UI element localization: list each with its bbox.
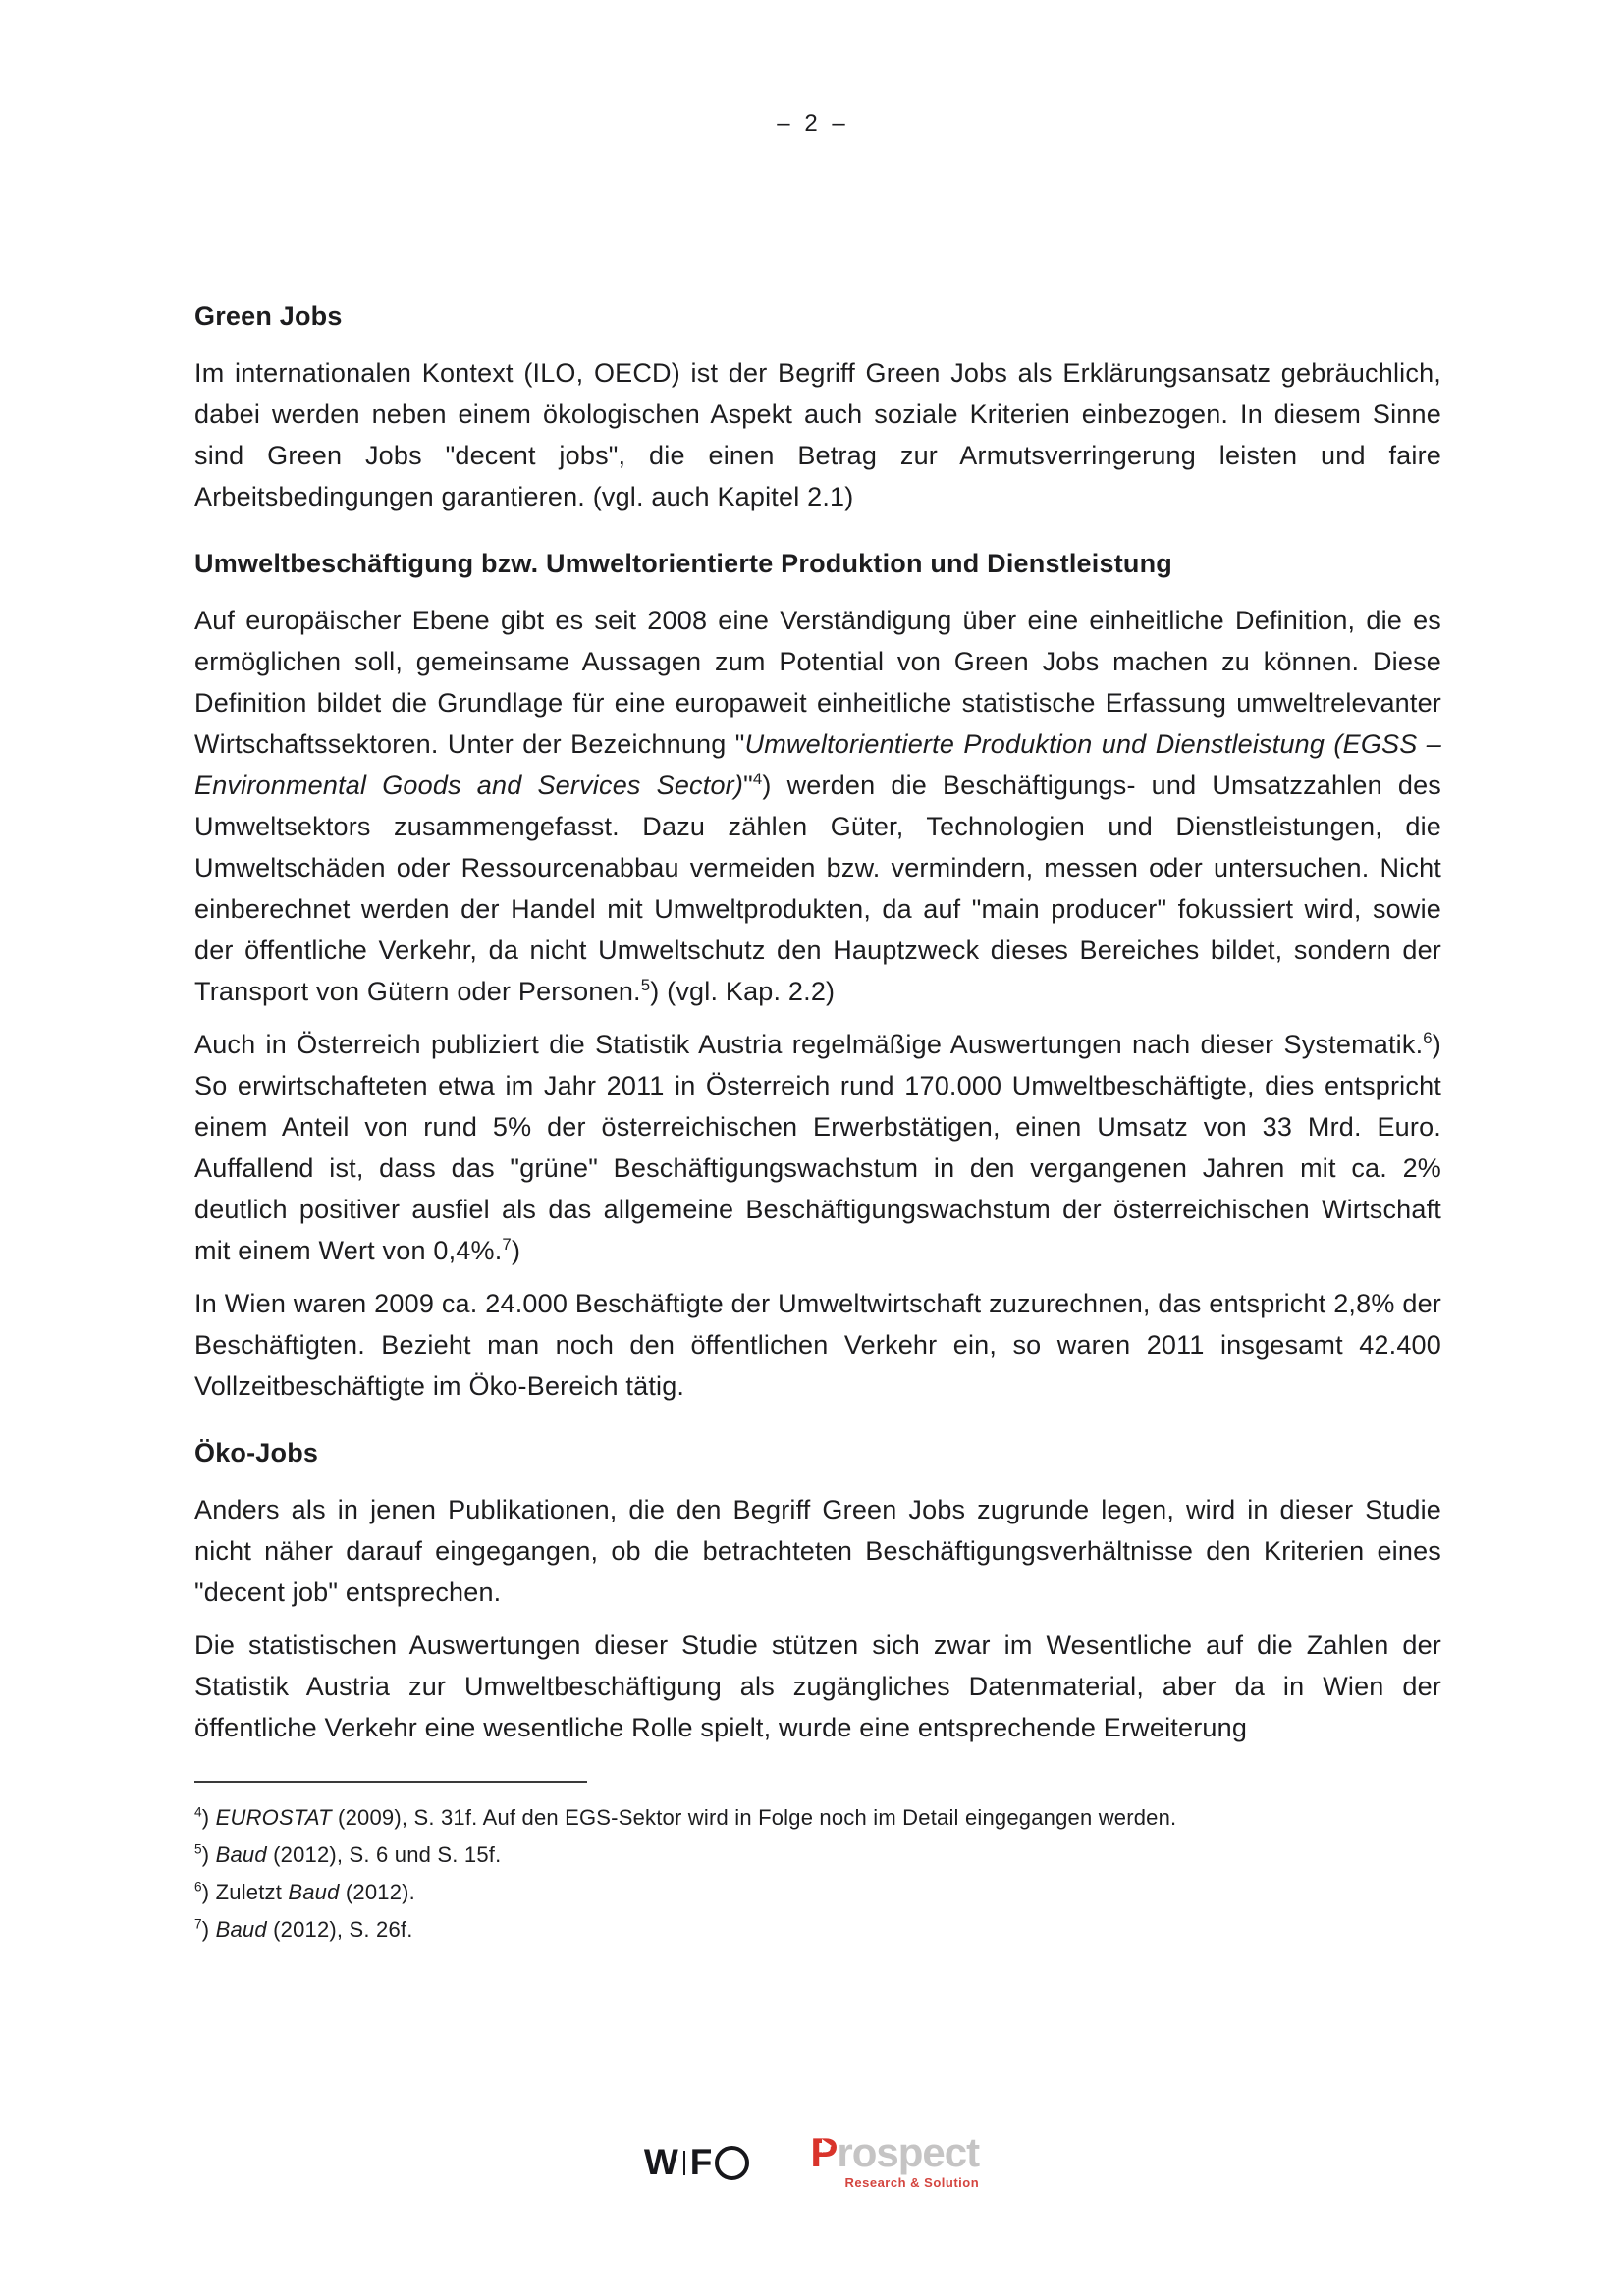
text-segment: (2012). xyxy=(339,1880,415,1904)
text-segment: ) xyxy=(511,1236,521,1265)
footnote-6 xyxy=(194,1875,1441,1910)
text-segment: Anders als in jenen Publikationen, die den Begriff Green Jobs zugrunde legen, wird in dieser Studie nicht näher darauf eingegangen, ob die betrachteten Beschäftigungsverhältnisse den Kriterien eines "decent job" entsprechen. xyxy=(194,1495,1441,1607)
text-segment-italic: Baud xyxy=(288,1880,340,1904)
text-segment: ) (vgl. Kap. 2.2) xyxy=(650,977,836,1006)
text-segment: ) xyxy=(201,1917,216,1942)
paragraph xyxy=(194,1024,1441,1271)
prospect-logo xyxy=(810,2129,980,2190)
text-segment: ) xyxy=(201,1805,216,1830)
text-segment-italic: Umweltorientierte Produktion und Dienstleistung (EGSS – Environmental Goods and Services Sector) xyxy=(194,729,1441,800)
footnote-7 xyxy=(194,1912,1441,1948)
prospect-wordmark-rest: rospect xyxy=(837,2129,980,2175)
footnote-reference-4: 4 xyxy=(752,770,763,788)
page-footer xyxy=(0,2129,1623,2190)
text-segment-italic: Baud xyxy=(215,1842,267,1867)
text-segment: ) xyxy=(201,1842,216,1867)
text-segment: Im internationalen Kontext (ILO, OECD) ist der Begriff Green Jobs als Erklärungsansatz gebräuchlich, dabei werden neben einem ökologischen Aspekt auch soziale Kriterien einbezogen. In diesem Sinne sind Green Jobs "decent jobs", die einen Betrag zur Armutsverringerung leisten und faire Arbeitsbedingungen garantieren. (vgl. auch Kapitel 2.1) xyxy=(194,358,1441,511)
footnote-separator xyxy=(194,1781,587,1783)
footnote-4 xyxy=(194,1800,1441,1836)
text-segment: Die statistischen Auswertungen dieser Studie stützen sich zwar im Wesentliche auf die Zahlen der Statistik Austria zur Umweltbeschäftigung als zugängliches Datenmaterial, aber da in Wien der öffentliche Verkehr eine wesentliche Rolle spielt, wurde eine entsprechende Erweiterung xyxy=(194,1630,1441,1742)
page-number: – 2 – xyxy=(777,110,846,136)
footnote-marker-4: 4 xyxy=(194,1804,202,1820)
section-green-jobs xyxy=(194,299,1441,517)
text-segment: (2009), S. 31f. Auf den EGS-Sektor wird in Folge noch im Detail eingegangen werden. xyxy=(331,1805,1177,1830)
footnote-reference-6: 6 xyxy=(1423,1029,1433,1047)
prospect-wordmark xyxy=(810,2129,980,2175)
footnotes-block xyxy=(194,1781,1441,1948)
wifo-divider-bar xyxy=(683,2151,685,2175)
wifo-letter-w: W xyxy=(643,2142,678,2182)
text-segment: (2012), S. 26f. xyxy=(266,1917,413,1942)
text-segment: ) Zuletzt xyxy=(201,1880,289,1904)
paragraph xyxy=(194,1625,1441,1748)
footnote-reference-7: 7 xyxy=(502,1235,512,1254)
wifo-circle-icon xyxy=(715,2146,749,2180)
text-segment: Auf europäischer Ebene gibt es seit 2008 eine Verständigung über eine einheitliche Definition, die es ermöglichen soll, gemeinsame Aussagen zum Potential von Green Jobs machen zu können. Diese Definition bildet die Grundlage für eine europaweit einheitliche statistische Erfassung umweltrelevanter Wirtschaftssektoren. Unter der Bezeichnung " xyxy=(194,606,1441,759)
footnote-5 xyxy=(194,1838,1441,1873)
section-oeko-jobs xyxy=(194,1436,1441,1748)
wifo-letter-f: F xyxy=(689,2142,713,2182)
paragraph xyxy=(194,1283,1441,1407)
footnote-marker-5: 5 xyxy=(194,1842,202,1857)
footnote-marker-7: 7 xyxy=(194,1916,202,1932)
footnote-marker-6: 6 xyxy=(194,1879,202,1895)
text-segment: (2012), S. 6 und S. 15f. xyxy=(266,1842,502,1867)
text-segment: Auch in Österreich publiziert die Statistik Austria regelmäßige Auswertungen nach dieser Systematik. xyxy=(194,1030,1424,1059)
prospect-subtitle: Research & Solution xyxy=(844,2175,980,2190)
prospect-p-icon: P xyxy=(810,2129,838,2175)
text-segment-italic: Baud xyxy=(215,1917,267,1942)
paragraph xyxy=(194,600,1441,1012)
text-segment: ) werden die Beschäftigungs- und Umsatzzahlen des Umweltsektors zusammengefasst. Dazu zählen Güter, Technologien und Dienstleistungen, die Umweltschäden oder Ressourcenabbau vermeiden bzw. vermindern, messen oder untersuchen. Nicht einberechnet werden der Handel mit Umweltprodukten, da auf "main producer" fokussiert wird, sowie der öffentliche Verkehr, da nicht Umweltschutz den Hauptzweck dieses Bereiches bildet, sondern der Transport von Gütern oder Personen. xyxy=(194,771,1441,1006)
section-heading-umweltbeschaeftigung: Umweltbeschäftigung bzw. Umweltorientierte Produktion und Dienstleistung xyxy=(194,549,1172,578)
section-umweltbeschaeftigung xyxy=(194,547,1441,1407)
section-heading-green-jobs: Green Jobs xyxy=(194,301,343,331)
text-segment: " xyxy=(743,771,753,800)
text-segment: ) So erwirtschafteten etwa im Jahr 2011 in Österreich rund 170.000 Umweltbeschäftigte, dies entspricht einem Anteil von rund 5% der österreichischen Erwerbstätigen, einen Umsatz von 33 Mrd. Euro. Auffallend ist, dass das "grüne" Beschäftigungswachstum in den vergangenen Jahren mit ca. 2% deutlich positiver ausfiel als das allgemeine Beschäftigungswachstum der österreichischen Wirtschaft mit einem Wert von 0,4%. xyxy=(194,1030,1441,1265)
section-heading-oeko-jobs: Öko-Jobs xyxy=(194,1438,319,1468)
footnote-reference-5: 5 xyxy=(640,976,651,994)
wifo-logo xyxy=(644,2142,750,2183)
paragraph xyxy=(194,1489,1441,1613)
paragraph xyxy=(194,352,1441,517)
text-segment-italic: EUROSTAT xyxy=(215,1805,332,1830)
text-segment: In Wien waren 2009 ca. 24.000 Beschäftigte der Umweltwirtschaft zuzurechnen, das entspricht 2,8% der Beschäftigten. Bezieht man noch den öffentlichen Verkehr ein, so waren 2011 insgesamt 42.400 Vollzeitbeschäftigte im Öko-Bereich tätig. xyxy=(194,1289,1441,1401)
